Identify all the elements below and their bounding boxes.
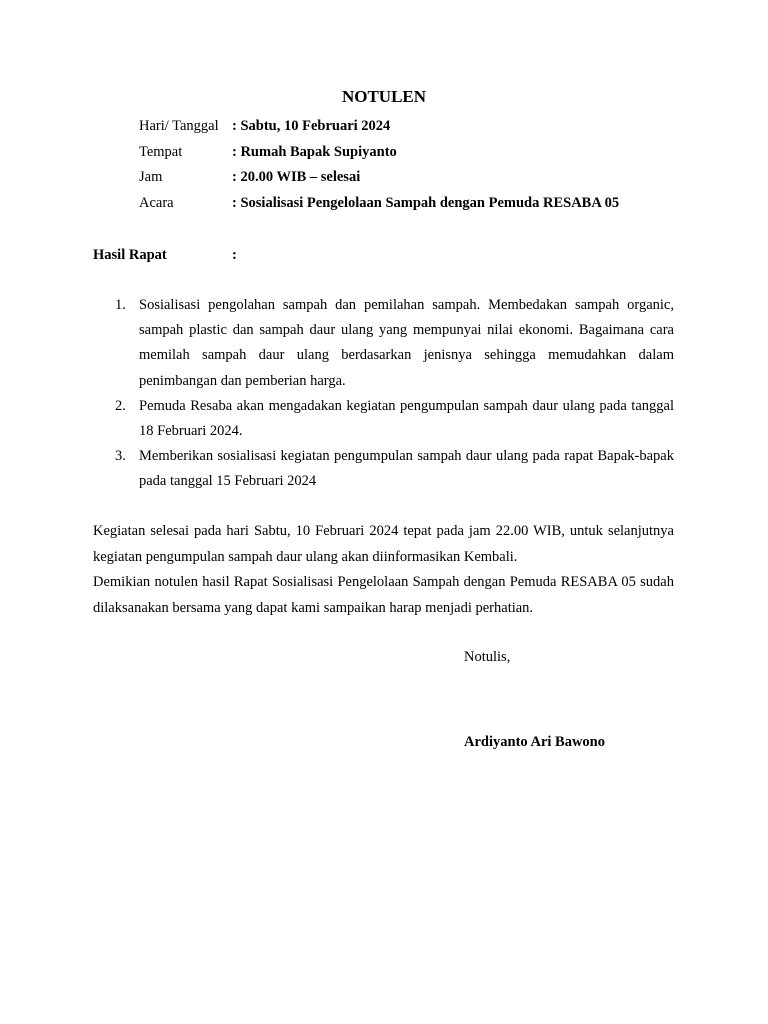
signature-label: Notulis, (464, 649, 511, 665)
list-number: 1. (115, 297, 126, 313)
list-item-text: Memberikan sosialisasi kegiatan pengumpulan sampah daur ulang pada rapat Bapak-bapak pada tanggal 15 Februari 2024 (139, 448, 674, 490)
signature-name: Ardiyanto Ari Bawono (464, 734, 605, 750)
list-item (93, 394, 674, 444)
results-heading (93, 243, 393, 268)
results-list (93, 293, 674, 495)
meta-label: Acara (139, 194, 174, 211)
list-number: 3. (115, 448, 126, 465)
meta-value: : Sabtu, 10 Februari 2024 (232, 118, 391, 134)
meta-value: : Sosialisasi Pengelolaan Sampah dengan Pemuda RESABA 05 (232, 194, 620, 211)
list-item (93, 293, 674, 394)
results-label: Hasil Rapat (93, 247, 167, 263)
meta-row-agenda (139, 191, 699, 217)
meta-row-date (139, 114, 699, 140)
closing-paragraph: Demikian notulen hasil Rapat Sosialisasi Pengelolaan Sampah dengan Pemuda RESABA 05 sudah dilaksanakan bersama yang dapat kami sampaikan harap menjadi perhatian. (93, 574, 674, 616)
meta-label: Tempat (139, 143, 183, 160)
list-item (93, 444, 674, 494)
list-item-text: Sosialisasi pengolahan sampah dan pemilahan sampah. Membedakan sampah organic, sampah plastic dan sampah daur ulang yang mempunyai nilai ekonomi. Bagaimana cara memilah sampah daur ulang berdasarkan jenisnya sehingga memudahkan dalam penimbangan dan pemberian harga. (139, 297, 674, 389)
list-number: 2. (115, 397, 126, 414)
results-colon: : (232, 247, 237, 263)
list-item-text: Pemuda Resaba akan mengadakan kegiatan pengumpulan sampah daur ulang pada tanggal 18 Februari 2024. (139, 397, 674, 440)
closing-paragraph: Kegiatan selesai pada hari Sabtu, 10 Februari 2024 tepat pada jam 22.00 WIB, untuk selanjutnya kegiatan pengumpulan sampah daur ulang akan diinformasikan Kembali. (93, 523, 674, 565)
meeting-details (139, 114, 699, 216)
closing-paragraphs (93, 519, 674, 621)
meta-label: Jam (139, 169, 163, 185)
meta-row-time (139, 165, 699, 191)
meta-row-place (139, 140, 699, 166)
document-title: NOTULEN (341, 87, 427, 106)
meta-label: Hari/ Tanggal (139, 118, 219, 134)
meta-value: : 20.00 WIB – selesai (232, 169, 361, 185)
meta-value: : Rumah Bapak Supiyanto (232, 143, 397, 160)
